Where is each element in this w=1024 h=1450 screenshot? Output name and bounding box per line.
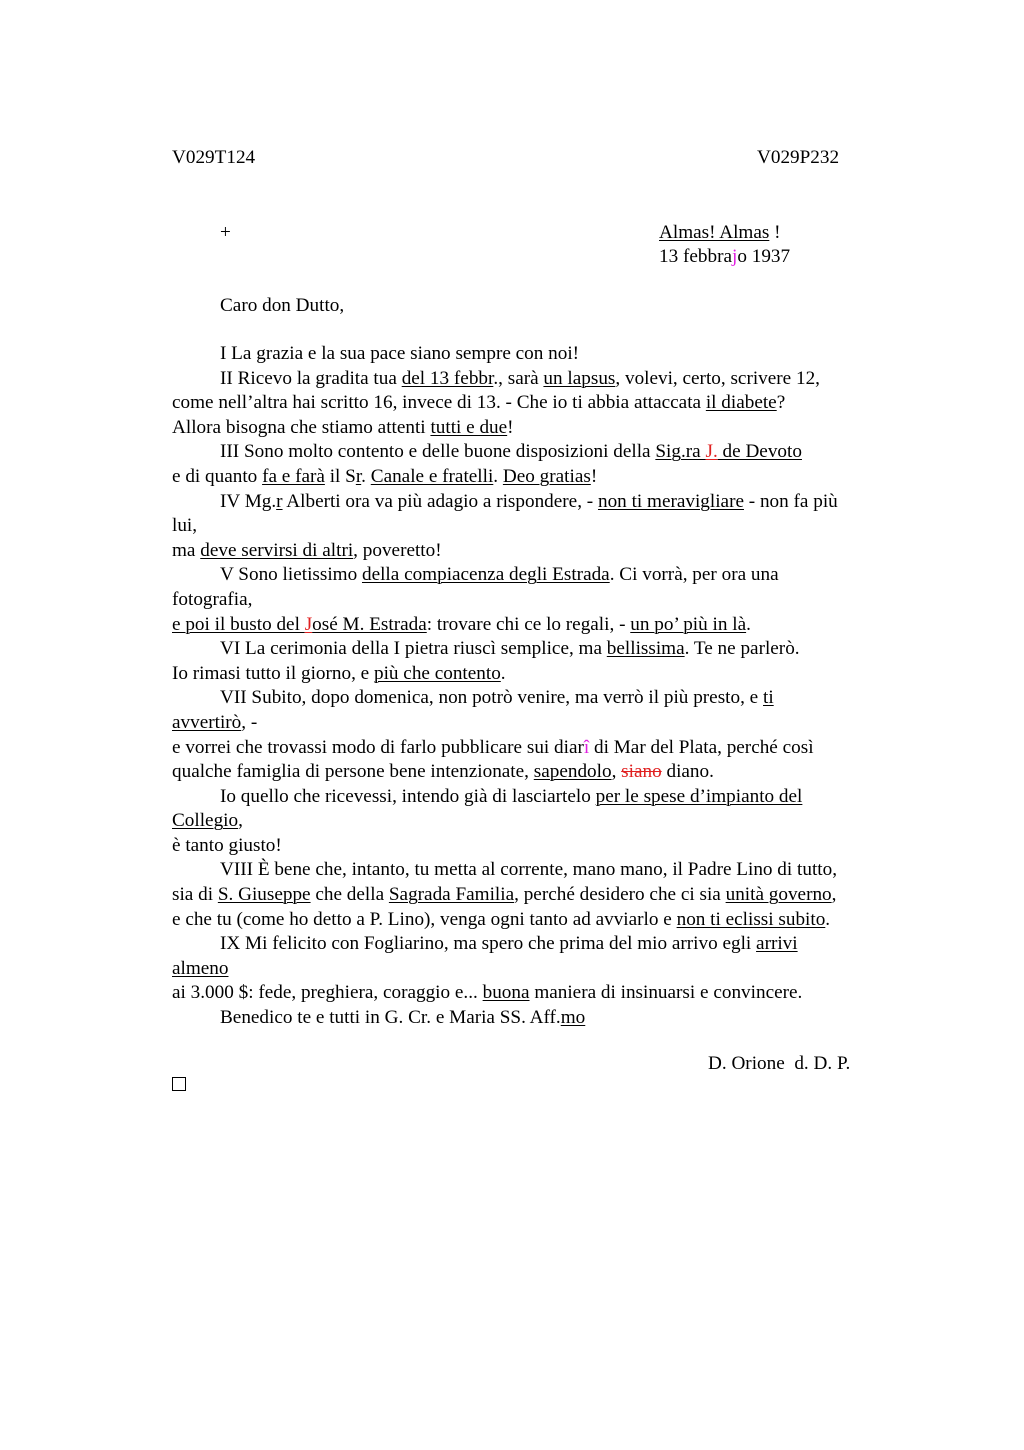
paragraph-7-line-2: avvertirò, -: [172, 711, 258, 733]
paragraph-2: II Ricevo la gradita tua del 13 febbr., sarà un lapsus, volevi, certo, scrivere 12,: [220, 367, 820, 389]
paragraph-2-line-2: come nell’altra hai scritto 16, invece di 13. - Che io ti abbia attaccata il diabete?: [172, 392, 786, 414]
document-code-right: V029P232: [757, 147, 840, 168]
paragraph-10-line-3: ai 3.000 $: fede, preghiera, coraggio e... buona maniera di insinuarsi e convincere.: [172, 982, 803, 1004]
document-code-left: V029T124: [172, 147, 256, 168]
paragraph-8-line-2: Collegio,: [172, 810, 243, 832]
signature: D. Orione d. D. P.: [708, 1053, 851, 1074]
paragraph-8-line-3: è tanto giusto!: [172, 834, 282, 856]
place-name: Almas! Almas: [659, 222, 770, 243]
paragraph-8: Io quello che ricevessi, intendo già di lasciartelo per le spese d’impianto del: [220, 785, 803, 807]
paragraph-9-line-2: sia di S. Giuseppe che della Sagrada Familia, perché desidero che ci sia unità governo,: [172, 884, 837, 906]
paragraph-2-line-3: Allora bisogna che stiamo attenti tutti e due!: [172, 416, 514, 438]
paragraph-5-line-3: e poi il busto del José M. Estrada: trovare chi ce lo regali, - un po’ più in là.: [172, 613, 751, 635]
paragraph-4: IV Mg.r Alberti ora va più adagio a rispondere, - non ti meravigliare - non fa più: [220, 490, 838, 512]
date-correction: j: [731, 246, 738, 267]
cross-symbol: +: [220, 222, 231, 243]
paragraph-7: VII Subito, dopo domenica, non potrò venire, ma verrò il più presto, e ti: [220, 687, 774, 709]
paragraph-6: VI La cerimonia della I pietra riuscì semplice, ma bellissima. Te ne parlerò.: [220, 638, 800, 660]
paragraph-4-line-2: lui,: [172, 515, 198, 537]
paragraph-4-line-3: ma deve servirsi di altri, poveretto!: [172, 539, 442, 561]
paragraph-7-line-3: e vorrei che trovassi modo di farlo pubblicare sui diarî di Mar del Plata, perché così: [172, 736, 814, 758]
place-line: Almas! Almas !: [659, 222, 781, 243]
salutation: Caro don Dutto,: [220, 295, 345, 316]
paragraph-3-line-2: e di quanto fa e farà il Sr. Canale e fratelli. Deo gratias!: [172, 465, 598, 487]
paragraph-10-line-2: almeno: [172, 957, 229, 979]
paragraph-6-line-2: Io rimasi tutto il giorno, e più che contento.: [172, 662, 506, 684]
paragraph-10: IX Mi felicito con Fogliarino, ma spero che prima del mio arrivo egli arrivi: [220, 933, 798, 955]
paragraph-3: III Sono molto contento e delle buone disposizioni della Sig.ra J. de Devoto: [220, 441, 802, 463]
closing-blessing: Benedico te e tutti in G. Cr. e Maria SS. Aff.mo: [220, 1007, 586, 1029]
letter-body: [172, 342, 892, 1031]
paragraph-7-line-4: qualche famiglia di persone bene intenzionate, sapendolo, siano diano.: [172, 761, 714, 783]
struck-word: siano: [621, 761, 662, 783]
paragraph-9-line-3: e che tu (come ho detto a P. Lino), venga ogni tanto ad avviarlo e non ti eclissi subito.: [172, 908, 831, 930]
paragraph-5-line-2: fotografia,: [172, 588, 253, 610]
paragraph-1: I La grazia e la sua pace siano sempre con noi!: [220, 343, 580, 364]
paragraph-9: VIII È bene che, intanto, tu metta al corrente, mano mano, il Padre Lino di tutto,: [220, 859, 838, 881]
checkbox-square: [172, 1077, 186, 1091]
paragraph-5: V Sono lietissimo della compiacenza degli Estrada. Ci vorrà, per ora una: [220, 564, 779, 586]
letter-date: 13 febbrajo 1937: [659, 246, 791, 267]
